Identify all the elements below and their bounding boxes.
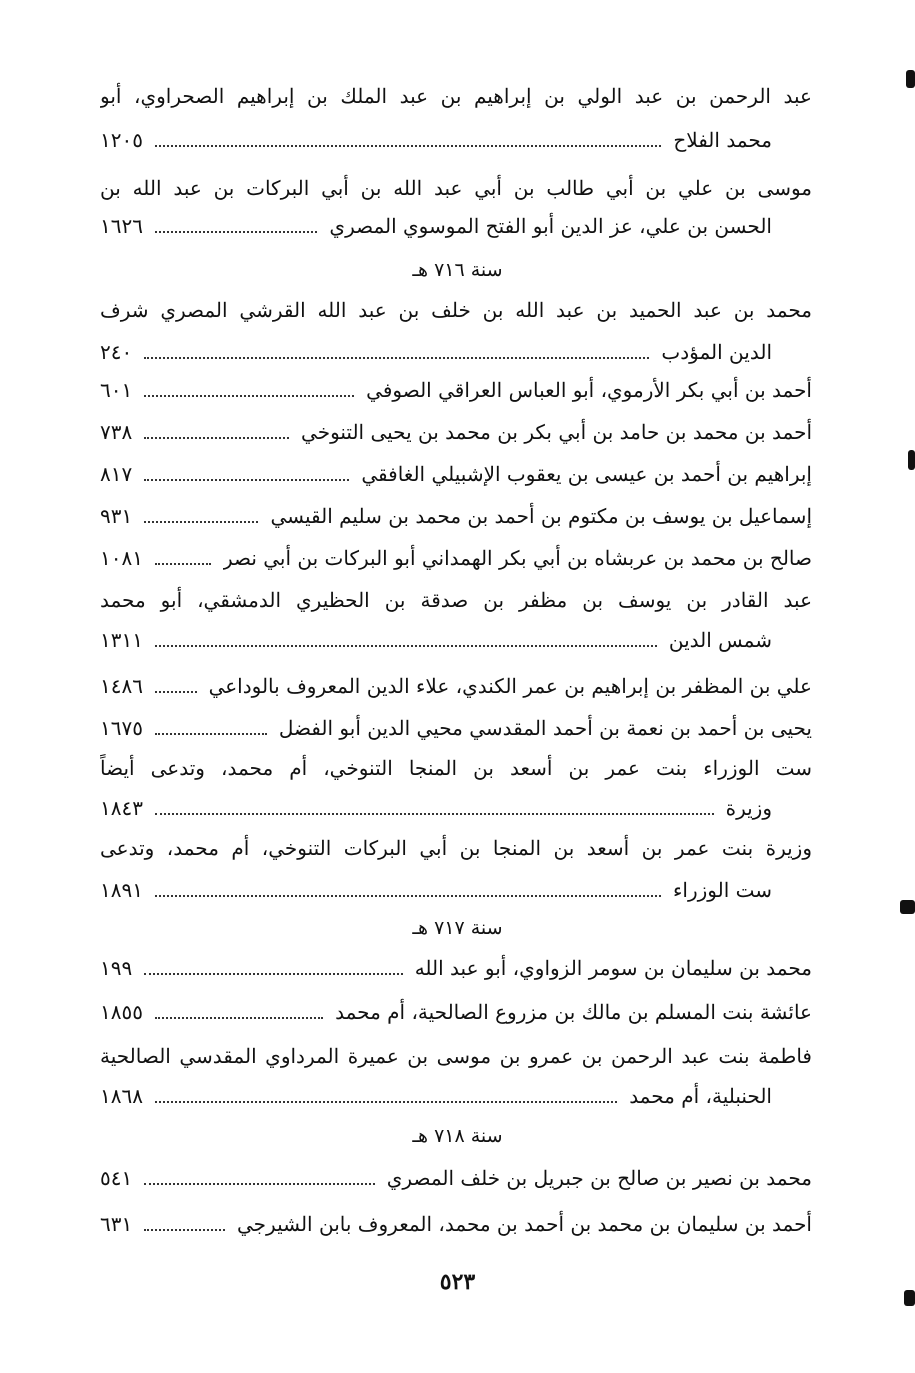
dot-leader: [155, 1017, 323, 1019]
entry-text: يحيى بن أحمد بن نعمة بن أحمد المقدسي محيي الدين أبو الفضل: [278, 716, 812, 740]
page-reference: ٢٤٠: [100, 340, 133, 364]
entry-text: الحنبلية، أم محمد: [629, 1084, 772, 1108]
entry-text: محمد بن عبد الحميد بن عبد الله بن خلف بن عبد الله القرشي المصري شرف: [100, 298, 812, 322]
entry-text: إسماعيل بن يوسف بن مكتوم بن أحمد بن محمد بن سليم القيسي: [270, 504, 812, 528]
page-reference: ١٨٤٣: [100, 796, 143, 820]
index-entry-line: [100, 118, 772, 162]
page-reference: ٨١٧: [100, 462, 133, 486]
scan-edge-mark: [908, 450, 915, 470]
dot-leader: [155, 895, 661, 897]
entry-text: وزيرة: [725, 796, 772, 820]
index-entry-line: [100, 786, 772, 830]
entry-text: أحمد بن سليمان بن محمد بن أحمد بن محمد، المعروف بابن الشيرجي: [237, 1212, 812, 1236]
index-entry-line: [100, 410, 812, 454]
dot-leader: [155, 231, 317, 233]
dot-leader: [155, 645, 657, 647]
index-entry-line: [100, 1074, 772, 1118]
entry-text: أحمد بن أبي بكر الأرموي، أبو العباس العراقي الصوفي: [366, 378, 812, 402]
index-entry-line: [100, 536, 812, 580]
index-entry-line: [100, 706, 812, 750]
entry-text: محمد بن نصير بن صالح بن جبريل بن خلف المصري: [386, 1166, 812, 1190]
index-entry-line: [100, 1156, 812, 1200]
index-entry-line: [100, 746, 812, 790]
entry-text: شمس الدين: [668, 628, 772, 652]
entry-text: الدين المؤدب: [661, 340, 772, 364]
entry-text: الحسن بن علي، عز الدين أبو الفتح الموسوي المصري: [329, 214, 772, 238]
dot-leader: [155, 563, 211, 565]
dot-leader: [144, 973, 402, 975]
dot-leader: [155, 145, 661, 147]
dot-leader: [144, 479, 349, 481]
index-entry-line: [100, 826, 812, 870]
dot-leader: [144, 437, 289, 439]
page-reference: ١٨٩١: [100, 878, 143, 902]
entry-text: عبد القادر بن يوسف بن مظفر بن صدقة بن الحظيري الدمشقي، أبو محمد: [100, 588, 812, 612]
entry-text: صالح بن محمد بن عربشاه بن أبي بكر الهمداني أبو البركات بن أبي نصر: [222, 546, 812, 570]
year-heading: سنة ٧١٨ هـ: [412, 1125, 503, 1147]
page-reference: ١٤٨٦: [100, 674, 143, 698]
entry-text: ست الوزراء: [672, 878, 772, 902]
dot-leader: [144, 357, 649, 359]
entry-text: عبد الرحمن بن عبد الولي بن إبراهيم بن عبد الملك بن إبراهيم الصحراوي، أبو: [100, 84, 812, 108]
dot-leader: [155, 733, 267, 735]
page-number: ٥٢٣: [439, 1269, 476, 1295]
index-entry-line: [100, 494, 812, 538]
page-reference: ١٦٢٦: [100, 214, 143, 238]
scan-edge-mark: [904, 1290, 915, 1306]
scan-edge-mark: [906, 70, 915, 88]
dot-leader: [155, 813, 714, 815]
page-reference: ١٨٥٥: [100, 1000, 143, 1024]
page-reference: ٦٠١: [100, 378, 133, 402]
index-entry-line: [100, 1202, 812, 1246]
entry-text: فاطمة بنت عبد الرحمن بن عمرو بن موسى بن عميرة المرداوي المقدسي الصالحية: [100, 1044, 812, 1068]
page-reference: ١٢٠٥: [100, 128, 143, 152]
index-entry-line: [100, 990, 812, 1034]
index-entry-line: [100, 946, 812, 990]
page-reference: ١٩٩: [100, 956, 133, 980]
page-reference: ٥٤١: [100, 1166, 133, 1190]
page-reference: ١٨٦٨: [100, 1084, 143, 1108]
dot-leader: [155, 691, 197, 693]
dot-leader: [144, 1229, 225, 1231]
entry-text: علي بن المظفر بن إبراهيم بن عمر الكندي، علاء الدين المعروف بالوداعي: [208, 674, 812, 698]
dot-leader: [144, 1183, 375, 1185]
page-reference: ١٦٧٥: [100, 716, 143, 740]
index-entry-line: [100, 452, 812, 496]
page-reference: ٩٣١: [100, 504, 133, 528]
entry-text: أحمد بن محمد بن حامد بن أبي بكر بن محمد بن يحيى التنوخي: [301, 420, 812, 444]
dot-leader: [144, 395, 354, 397]
page-reference: ٧٣٨: [100, 420, 133, 444]
page-reference: ٦٣١: [100, 1212, 133, 1236]
scan-edge-mark: [900, 900, 915, 914]
page-reference: ١٣١١: [100, 628, 143, 652]
page-reference: ١٠٨١: [100, 546, 143, 570]
entry-text: محمد بن سليمان بن سومر الزواوي، أبو عبد الله: [414, 956, 812, 980]
index-entry-line: [100, 664, 812, 708]
year-heading: سنة ٧١٦ هـ: [412, 259, 503, 281]
index-entry-line: [100, 578, 812, 622]
entry-text: إبراهيم بن أحمد بن عيسى بن يعقوب الإشبيلي الغافقي: [361, 462, 812, 486]
index-entry-line: [100, 204, 772, 248]
index-entry-line: [100, 868, 772, 912]
index-entry-line: [100, 368, 812, 412]
index-entry-line: [100, 1034, 812, 1078]
dot-leader: [144, 521, 258, 523]
entry-text: محمد الفلاح: [673, 128, 772, 152]
entry-text: وزيرة بنت عمر بن أسعد بن المنجا بن أبي البركات التنوخي، أم محمد، وتدعى: [100, 836, 812, 860]
year-heading: سنة ٧١٧ هـ: [412, 917, 503, 939]
index-entry-line: [100, 618, 772, 662]
entry-text: عائشة بنت المسلم بن مالك بن مزروع الصالحية، أم محمد: [335, 1000, 812, 1024]
entry-text: ست الوزراء بنت عمر بن أسعد بن المنجا التنوخي، أم محمد، وتدعى أيضاً: [100, 756, 812, 780]
index-entry-line: [100, 288, 812, 332]
dot-leader: [155, 1101, 617, 1103]
index-entry-line: [100, 74, 812, 118]
entry-text: موسى بن علي بن أبي طالب بن أبي عبد الله بن أبي البركات بن عبد الله بن: [100, 176, 812, 200]
